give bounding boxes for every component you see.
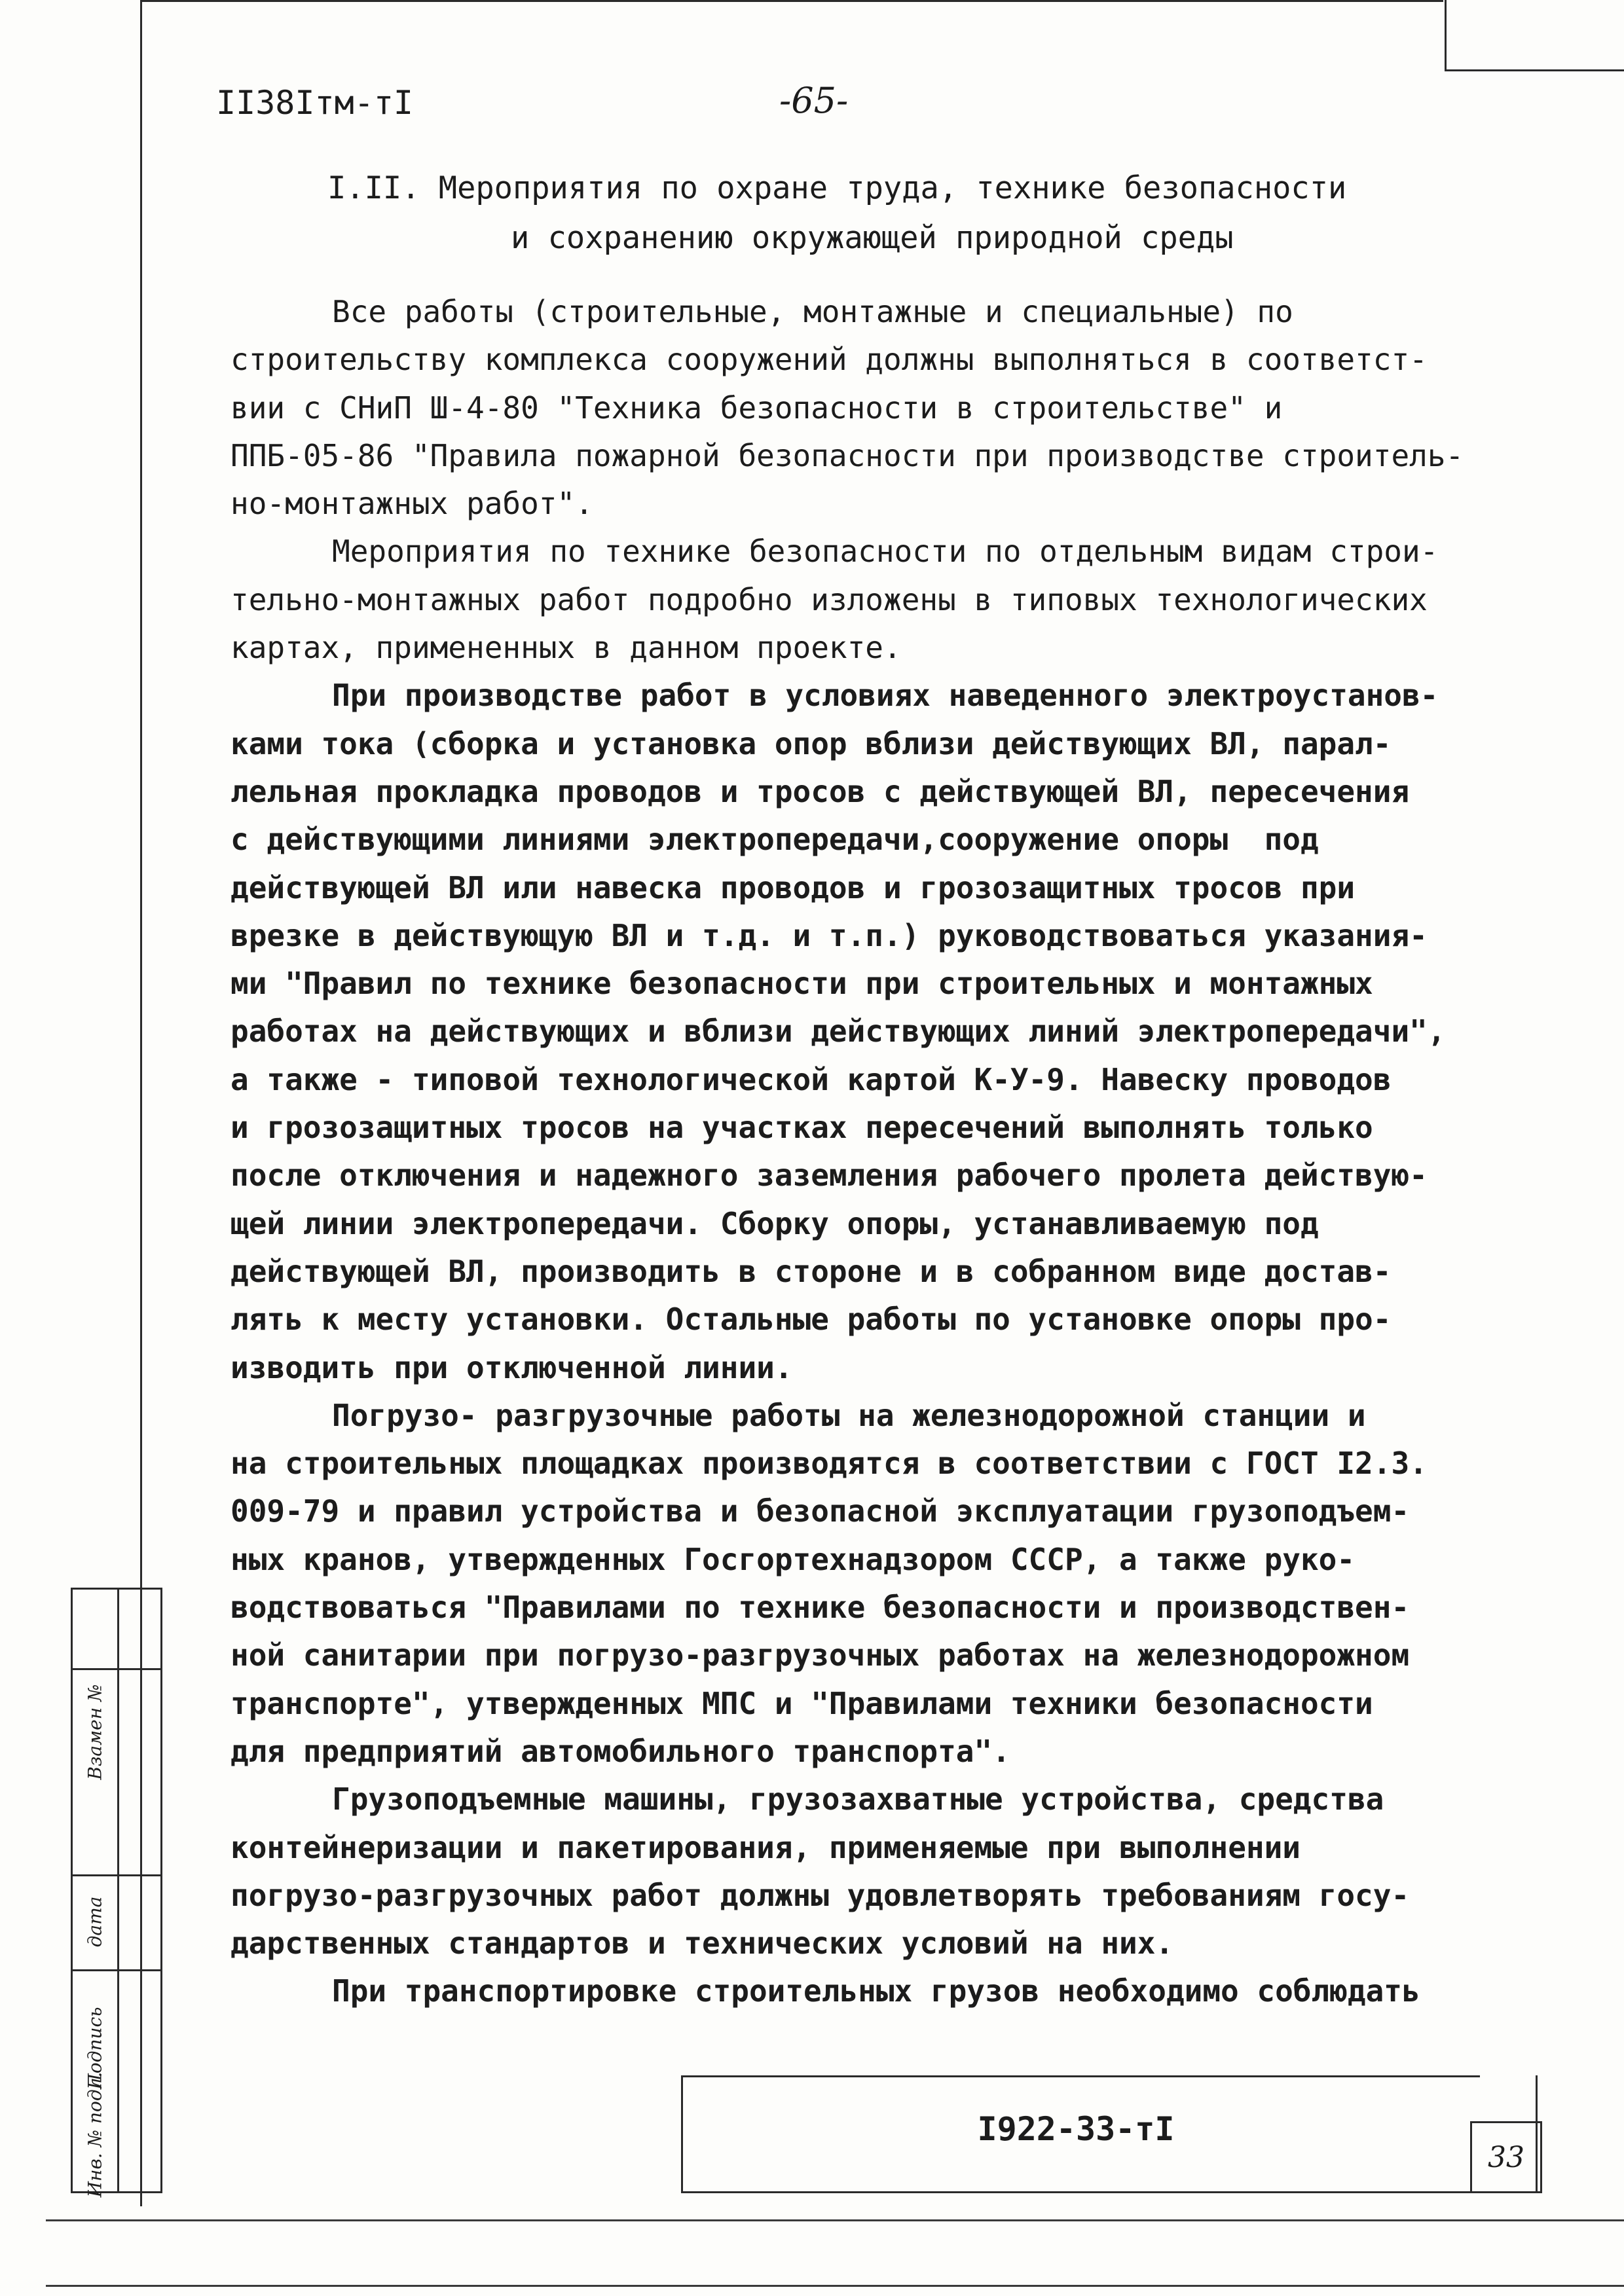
text-line: Грузоподъемные машины, грузозахватные устройства, средства — [332, 1781, 1384, 1817]
paragraph — [231, 1967, 1501, 2015]
text-line: ППБ-05-86 "Правила пожарной безопасности при производстве строитель- — [231, 437, 1464, 473]
stamp-divider — [117, 1590, 119, 2191]
text-line: изводить при отключенной линии. — [231, 1349, 793, 1385]
stamp-label-inventory: Инв. № подл. — [84, 2071, 106, 2198]
text-line: дарственных стандартов и технических условий на них. — [231, 1925, 1174, 1961]
text-line: Погрузо- разгрузочные работы на железнодорожной станции и — [332, 1397, 1366, 1433]
paragraph — [231, 1776, 1501, 1967]
text-line: лять к месту установки. Остальные работы по установке опоры про- — [231, 1302, 1392, 1338]
text-line: и грозозащитных тросов на участках пересечений выполнять только — [231, 1110, 1373, 1146]
text-line: а также - типовой технологической картой К-У-9. Навеску проводов — [231, 1061, 1392, 1097]
corner-mark-vertical — [1445, 0, 1447, 71]
paragraph — [231, 672, 1501, 1391]
text-line: после отключения и надежного заземления рабочего пролета действую- — [231, 1157, 1428, 1194]
stamp-label-replaced: Взамен № — [84, 1684, 106, 1780]
document-code: II38Iтм-тI — [216, 84, 414, 122]
bottom-rule — [46, 2219, 1624, 2221]
page-frame-top — [140, 0, 1443, 2]
stamp-label-date: дата — [84, 1896, 106, 1948]
section-heading-line: I.II. Мероприятия по охране труда, технике безопасности — [327, 170, 1347, 206]
section-heading-line: и сохранению окружающей природной среды — [511, 220, 1234, 256]
text-line: щей линии электропередачи. Сборку опоры, устанавливаемую под — [231, 1205, 1319, 1241]
text-line: погрузо-разгрузочных работ должны удовлетворять требованиям госу- — [231, 1877, 1410, 1913]
text-line: действующей ВЛ, производить в стороне и в собранном виде достав- — [231, 1253, 1392, 1289]
text-line: вии с СНиП Ш-4-80 "Техника безопасности в строительстве" и — [231, 390, 1283, 426]
paragraph — [231, 528, 1501, 672]
text-line: на строительных площадках производятся в соответствии с ГОСТ I2.3. — [231, 1446, 1428, 1482]
text-line: ми "Правил по технике безопасности при строительных и монтажных — [231, 966, 1373, 1002]
sheet-number: 33 — [1470, 2121, 1542, 2193]
paragraph — [231, 288, 1501, 528]
text-line: ной санитарии при погрузо-разгрузочных работах на железнодорожном — [231, 1637, 1410, 1673]
page-number: -65- — [779, 80, 849, 121]
text-line: Мероприятия по технике безопасности по отдельным видам строи- — [332, 534, 1439, 570]
text-line: действующей ВЛ или навеска проводов и грозозащитных тросов при — [231, 869, 1356, 905]
section-heading — [327, 164, 1467, 263]
text-line: ками тока (сборка и установка опор вблизи действующих ВЛ, парал- — [231, 725, 1392, 761]
stamp-label-signature: Подпись — [84, 2006, 106, 2090]
text-line: но-монтажных работ". — [231, 486, 593, 522]
text-line: Все работы (строительные, монтажные и специальные) по — [332, 294, 1293, 329]
bottom-rule — [46, 2285, 1624, 2287]
title-block-doc-number: I922-33-тI — [977, 2110, 1175, 2148]
text-line: тельно-монтажных работ подробно изложены в типовых технологических — [231, 581, 1428, 617]
approval-stamp — [71, 1588, 162, 2198]
text-line: для предприятий автомобильного транспорта". — [231, 1733, 1010, 1769]
text-line: строительству комплекса сооружений должны выполняться в соответст- — [231, 342, 1428, 378]
title-block — [681, 2075, 1480, 2193]
text-line: ных кранов, утвержденных Госгортехнадзором СССР, а также руко- — [231, 1541, 1356, 1577]
text-line: лельная прокладка проводов и тросов с действующей ВЛ, пересечения — [231, 773, 1410, 809]
text-line: с действующими линиями электропередачи,сооружение опоры под — [231, 822, 1319, 858]
text-line: 009-79 и правил устройства и безопасной эксплуатации грузоподъем- — [231, 1493, 1410, 1529]
text-line: контейнеризации и пакетирования, применяемые при выполнении — [231, 1829, 1301, 1865]
text-line: При транспортировке строительных грузов необходимо соблюдать — [332, 1973, 1420, 2009]
text-line: работах на действующих и вблизи действующих линий электропередачи", — [231, 1013, 1446, 1049]
text-line: водствоваться "Правилами по технике безопасности и производствен- — [231, 1590, 1410, 1626]
text-line: транспорте", утвержденных МПС и "Правилами техники безопасности — [231, 1685, 1373, 1721]
corner-mark-horizontal — [1445, 69, 1624, 71]
text-line: врезке в действующую ВЛ и т.д. и т.п.) руководствоваться указания- — [231, 917, 1428, 953]
paragraph — [231, 1392, 1501, 1776]
text-line: картах, примененных в данном проекте. — [231, 630, 902, 666]
text-line: При производстве работ в условиях наведенного электроустанов- — [332, 678, 1439, 714]
body-text — [231, 288, 1501, 2016]
